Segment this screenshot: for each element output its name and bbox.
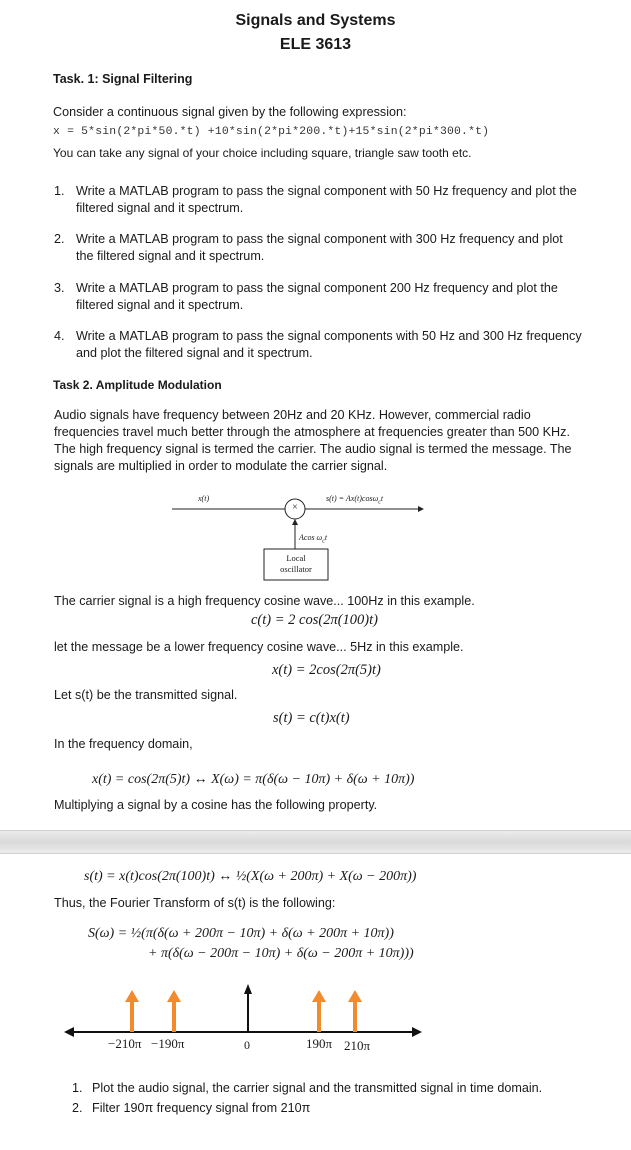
local-oscillator-box: Local oscillator	[280, 553, 312, 574]
carrier-equation: c(t) = 2 cos(2π(100)t)	[251, 612, 378, 628]
page-divider	[0, 830, 631, 854]
task1-note: You can take any signal of your choice including square, triangle saw tooth etc.	[53, 146, 472, 160]
tick-label-minus-210pi: −210π	[108, 1036, 142, 1051]
spectral-line-minus-210pi	[125, 990, 139, 1032]
doc-title: Signals and Systems	[235, 12, 396, 29]
task1-item-2	[54, 231, 590, 271]
final-item-1	[72, 1080, 612, 1098]
transmitted-text: Let s(t) be the transmitted signal.	[54, 688, 238, 702]
transmitted-equation: s(t) = c(t)x(t)	[273, 710, 350, 726]
item-text: Write a MATLAB program to pass the signal component with 50 Hz frequency and plot the filtered signal and it spectrum.	[76, 184, 577, 215]
input-signal-label: x(t)	[198, 494, 210, 503]
task1-item-3	[54, 280, 590, 320]
spectral-line-plus-210pi	[348, 990, 362, 1032]
spectrum-equation-line1: S(ω) = ½(π(δ(ω + 200π − 10π) + δ(ω + 200π + 10π))	[88, 926, 394, 941]
item-number: 2.	[72, 1101, 83, 1115]
axis-right-arrowhead	[412, 1027, 422, 1037]
multiplier-symbol: ×	[292, 502, 298, 513]
axis-left-arrowhead	[64, 1027, 74, 1037]
item-text: Write a MATLAB program to pass the signal component 200 Hz frequency and plot the filtered signal and it spectrum.	[76, 281, 558, 312]
fourier-pair-equation: x(t) = cos(2π(5)t) ↔ X(ω) = π(δ(ω − 10π) + δ(ω + 10π))	[92, 772, 415, 787]
para-line: Audio signals have frequency between 20Hz and 20 KHz. However, commercial radio	[54, 408, 531, 422]
tick-label-plus-210pi: 210π	[344, 1038, 371, 1053]
task1-item-4	[54, 328, 590, 368]
course-code: ELE 3613	[279, 36, 352, 53]
thus-text: Thus, the Fourier Transform of s(t) is the following:	[54, 896, 336, 910]
item-text: Plot the audio signal, the carrier signal and the transmitted signal in time domain.	[92, 1081, 543, 1095]
am-block-diagram	[0, 488, 631, 583]
tick-label-zero: 0	[244, 1038, 250, 1052]
carrier-text: The carrier signal is a high frequency cosine wave... 100Hz in this example.	[54, 594, 475, 608]
message-text: let the message be a lower frequency cosine wave... 5Hz in this example.	[54, 640, 464, 654]
task1-intro: Consider a continuous signal given by the following expression:	[53, 105, 407, 119]
para-line: The high frequency signal is termed the carrier. The audio signal is termed the message. The	[54, 442, 572, 456]
spectrum-diagram	[0, 980, 631, 1055]
tick-label-plus-190pi: 190π	[306, 1036, 333, 1051]
item-number: 4.	[54, 329, 65, 343]
tick-label-minus-190pi: −190π	[151, 1036, 185, 1051]
item-number: 2.	[54, 232, 65, 246]
message-equation: x(t) = 2cos(2π(5)t)	[272, 662, 381, 678]
item-text: Write a MATLAB program to pass the signal component with 300 Hz frequency and plot the filtered signal and it spectrum.	[76, 232, 563, 263]
frequency-domain-text: In the frequency domain,	[54, 737, 193, 751]
am-paragraph	[54, 407, 590, 475]
spectrum-equation-line2: + π(δ(ω − 200π − 10π) + δ(ω − 200π + 10π)))	[148, 946, 414, 961]
property-text: Multiplying a signal by a cosine has the following property.	[54, 798, 378, 812]
spectral-line-plus-190pi	[312, 990, 326, 1032]
para-line: frequencies travel much better through the atmosphere at frequencies greater than 500 KHz.	[54, 425, 570, 439]
para-line: signals are multiplied in order to modulate the carrier signal.	[54, 459, 388, 473]
final-item-2	[72, 1100, 612, 1118]
task1-heading: Task. 1: Signal Filtering	[53, 72, 193, 86]
signal-expression: x = 5*sin(2*pi*50.*t) +10*sin(2*pi*200.*t)+15*sin(2*pi*300.*t)	[53, 126, 490, 138]
zero-axis-arrow	[244, 984, 252, 1032]
spectral-line-minus-190pi	[167, 990, 181, 1032]
item-number: 1.	[72, 1081, 83, 1095]
oscillator-signal-label: Acos $\omega_ct$	[299, 533, 328, 545]
modulation-property-equation: s(t) = x(t)cos(2π(100)t) ↔ ½(X(ω + 200π) + X(ω − 200π))	[84, 869, 417, 884]
output-signal-label: s(t) = Ax(t)cosω$_c$t	[326, 494, 384, 506]
item-text: Filter 190π frequency signal from 210π	[92, 1101, 311, 1115]
item-number: 1.	[54, 184, 65, 198]
item-number: 3.	[54, 281, 65, 295]
item-text: Write a MATLAB program to pass the signal components with 50 Hz and 300 Hz frequency and plot the filtered signal and it spectrum.	[76, 329, 582, 360]
task2-heading: Task 2. Amplitude Modulation	[53, 378, 222, 392]
task1-item-1	[54, 183, 590, 223]
